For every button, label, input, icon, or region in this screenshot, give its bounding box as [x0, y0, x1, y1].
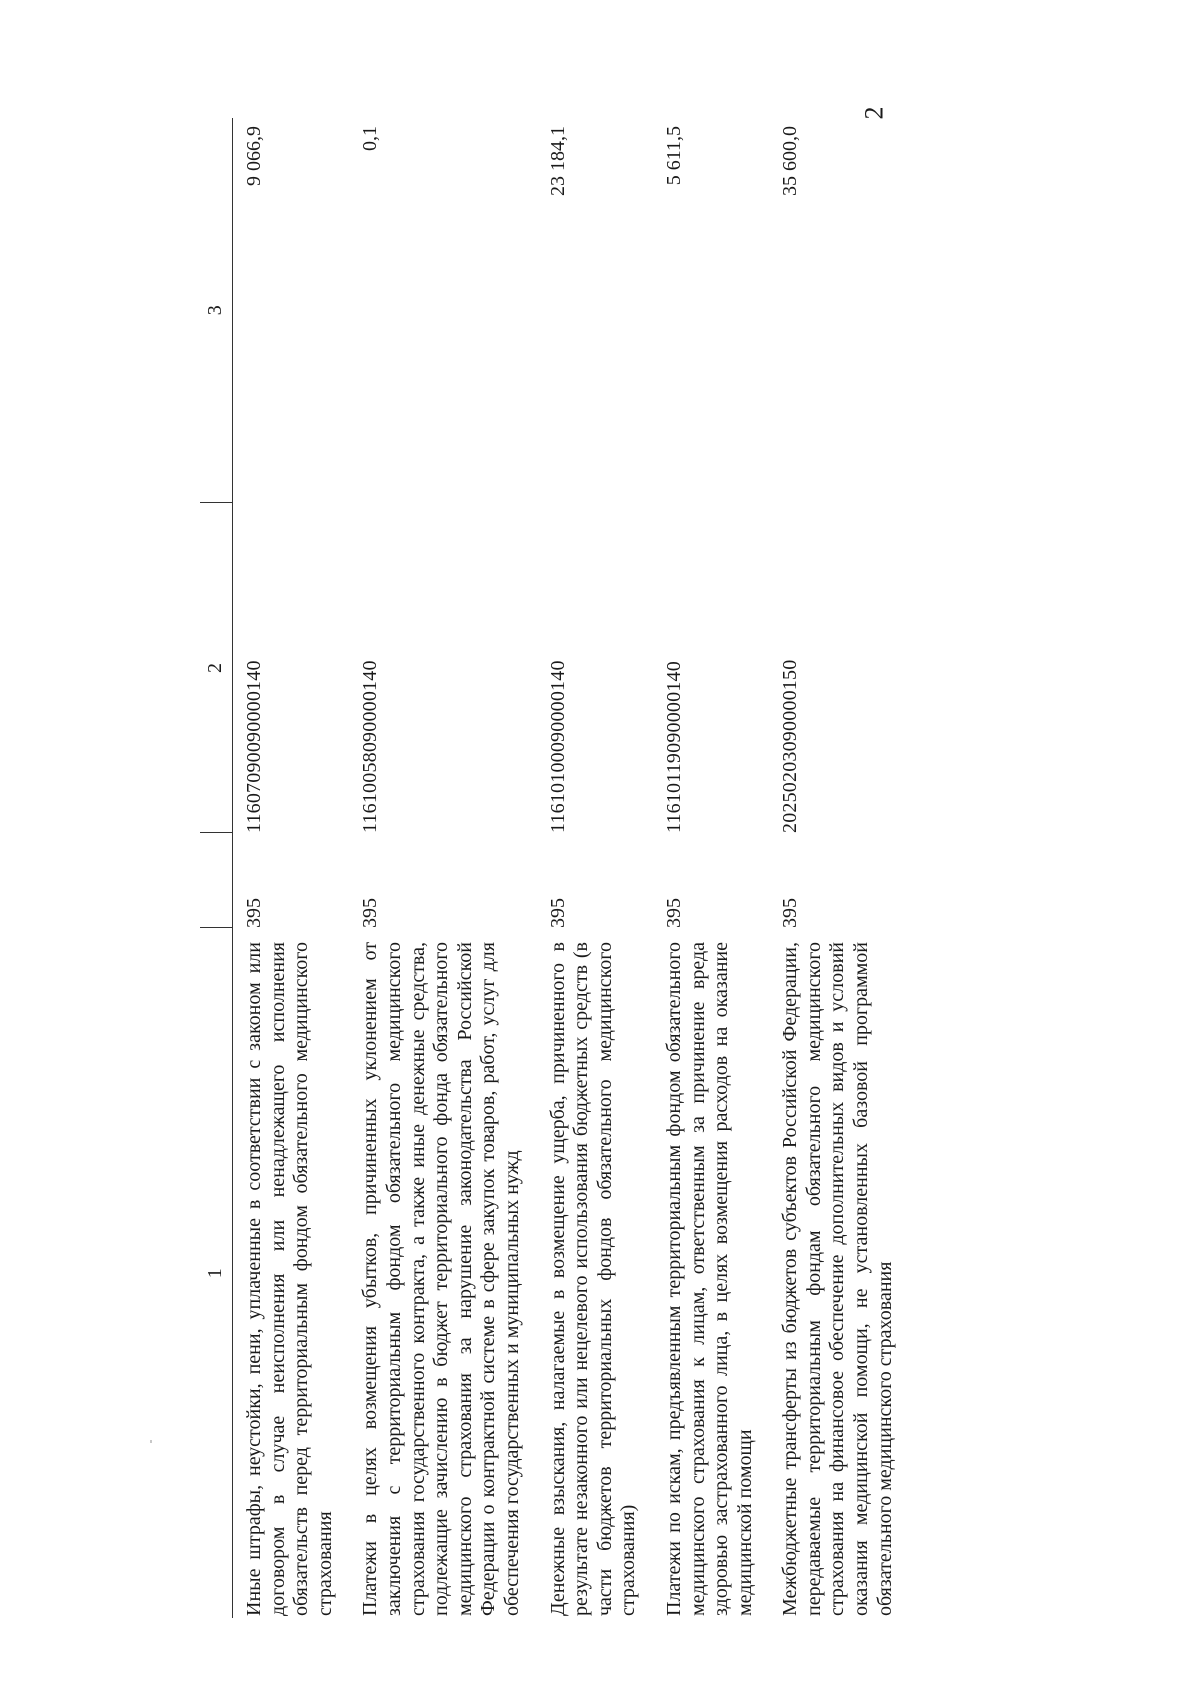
- header-col-1: 1: [200, 928, 233, 1618]
- table-row: [537, 118, 653, 1618]
- revenue-table: [200, 118, 909, 1618]
- row-kbk: 11610100090000140: [546, 660, 569, 833]
- row-admin-code: 395: [546, 898, 569, 928]
- row-admin-code: 395: [779, 898, 802, 928]
- scan-speck: [150, 1440, 152, 1443]
- table-row: [653, 118, 769, 1618]
- header-col-3: 3: [200, 118, 233, 503]
- row-description: Платежи в целях возмещения убытков, причиненных уклонением от заключения с территориальным фондом обязательного медицинского страхования государственного контракта, а также иные денежные средства, подлежащие зачислению в бюджет территориального фонда обязательного медицинского страхования за нарушение законодательства Российской Федерации о контрактной системе в сфере закупок товаров, работ, услуг для обеспечения государственных и муниципальных нужд: [359, 942, 523, 1616]
- row-description: Межбюджетные трансферты из бюджетов субъектов Российской Федерации, передаваемые территориальным фондам обязательного медицинского страхования на финансовое обеспечение дополнительных видов и условий оказания медицинской помощи, не установленных базовой программой обязательного медицинского страхования: [779, 942, 896, 1616]
- table-row: [233, 118, 350, 1618]
- row-description: Денежные взыскания, налагаемые в возмещение ущерба, причиненного в результате незаконного или нецелевого использования бюджетных средств (в части бюджетов территориальных фондов обязательного медицинского страхования): [546, 942, 640, 1616]
- row-amount: 35 600,0: [779, 126, 802, 196]
- row-amount: 9 066,9: [243, 126, 265, 186]
- row-kbk: 11607090090000140: [243, 660, 265, 833]
- header-col-2: 2: [200, 503, 233, 833]
- row-admin-code: 395: [359, 898, 382, 928]
- table-row: [769, 118, 909, 1618]
- row-description: Платежи по искам, предъявленным территориальным фондом обязательного медицинского страхования к лицам, ответственным за причинение вреда здоровью застрахованного лица, в целях возмещения расходов на оказание медицинской помощи: [662, 942, 756, 1616]
- row-description: Иные штрафы, неустойки, пени, уплаченные в соответствии с законом или договором в случае неисполнения или ненадлежащего исполнения обязательств перед территориальным фондом обязательного медицинского страхования: [243, 942, 336, 1616]
- row-kbk: 11610058090000140: [359, 660, 382, 833]
- row-amount: 23 184,1: [546, 126, 569, 196]
- row-kbk: 11610119090000140: [662, 661, 685, 833]
- page-number: 2: [859, 106, 889, 120]
- row-amount: 0,1: [359, 126, 382, 151]
- row-admin-code: 395: [243, 898, 265, 928]
- header-col-admin: [200, 833, 233, 928]
- table-wrapper: [200, 118, 960, 1618]
- table-row: [349, 118, 536, 1618]
- table-rotation-frame: [200, 118, 960, 1618]
- header-row: [200, 118, 233, 1618]
- row-amount: 5 611,5: [662, 126, 685, 186]
- row-admin-code: 395: [662, 898, 685, 928]
- row-kbk: 20250203090000150: [779, 659, 802, 833]
